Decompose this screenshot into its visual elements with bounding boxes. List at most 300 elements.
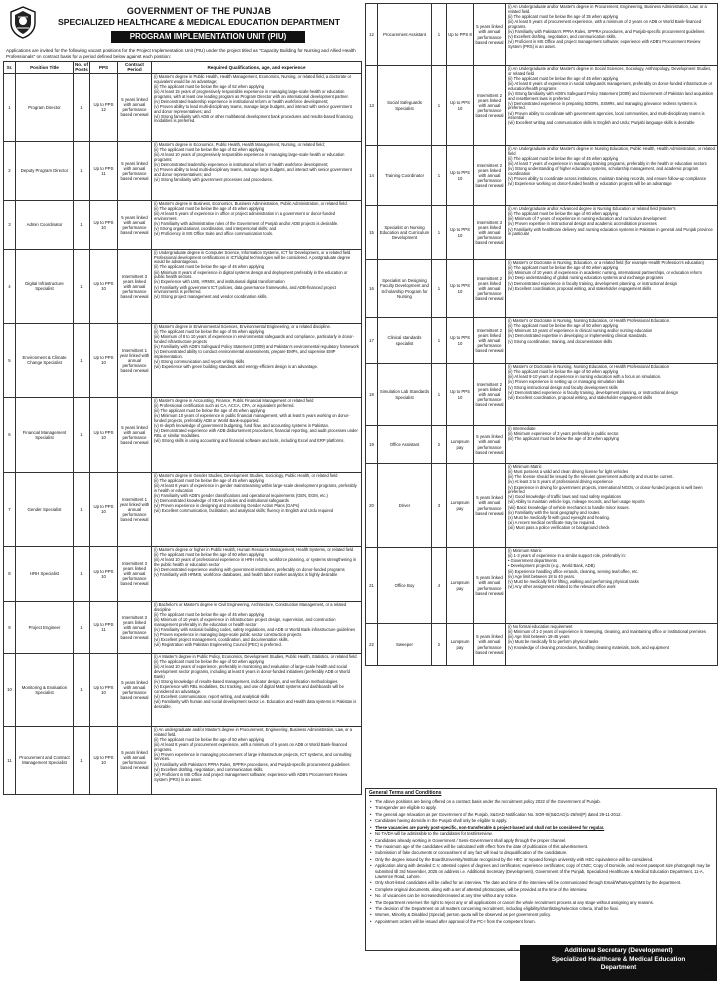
qualification-item: (iv) Familiarity with national building codes, safety regulations, and ADB or World Bank infrastructure guidelines bbox=[154, 626, 356, 632]
qualifications bbox=[152, 397, 362, 472]
serial-number: 5 bbox=[4, 323, 16, 397]
terms-item: • Transgender are eligible to apply. bbox=[369, 805, 713, 810]
qualification-item: (vi) Excellent communication, report writing, and analytical skills bbox=[154, 693, 270, 699]
contract-period: 5 years linked with annual performance based renewal bbox=[474, 426, 506, 464]
pps-grade: Up to PPS 10 bbox=[447, 146, 474, 206]
number-of-posts: 1 bbox=[74, 653, 90, 726]
qualifications bbox=[506, 624, 718, 666]
qualification-item: (ii) The applicant must be below the age of 50 when applying bbox=[508, 369, 619, 375]
table-row bbox=[4, 601, 362, 653]
table-row bbox=[366, 464, 718, 548]
qualification-item: (i) Master's degree in Public Health, Health Management, Economics, Nursing, or related field, a doctorate or equivalent would be an advantage; bbox=[154, 73, 352, 84]
qualification-item: (iv) Demonstrated expertise in developing or implementing clinical standards. bbox=[508, 333, 648, 339]
signature-block bbox=[520, 945, 717, 981]
terms-item: • Submission of fake documents or concealment of any fact will lead to disqualification of the candidature. bbox=[369, 850, 713, 855]
pps-grade: Up to PPS 10 bbox=[90, 249, 118, 323]
qualification-item: (i) Master's degree or higher in Public Health, Human Resource Management, Health Systems, or related field bbox=[154, 546, 354, 552]
qualification-item: (iv) Demonstrated leadership experience in institutional reform or health workforce development; bbox=[154, 98, 329, 104]
qualification-item: (iii) At least 10 years of progressively responsible experience in managing large-scale health or education programs; bbox=[154, 152, 345, 162]
number-of-posts: 1 bbox=[74, 249, 90, 323]
qualification-item: (ii) The applicant must be below the age of 62 when applying bbox=[154, 83, 265, 89]
qualification-item: (i) Minimum Matric bbox=[508, 464, 542, 469]
qualification-item: (v) Must be medically fit for lifting, walking and performing physical tasks bbox=[508, 578, 639, 584]
qualifications bbox=[152, 141, 362, 200]
number-of-posts: 1 bbox=[432, 318, 447, 364]
position-title: Office Boy bbox=[378, 548, 432, 624]
qualification-item: (iv) Familiarity with Pakistan's PPRA Rules, SPPRA procedures, and Punjab-specific procurement guidelines bbox=[508, 28, 705, 34]
signatory-department-line2: Department bbox=[600, 964, 637, 972]
position-title: Procurement Assistant bbox=[378, 4, 432, 66]
number-of-posts: 1 bbox=[74, 397, 90, 472]
qualification-item: (vi) Strong familiarity with government processes and procedures. bbox=[154, 176, 273, 182]
number-of-posts: 1 bbox=[74, 323, 90, 397]
serial-number: 16 bbox=[366, 260, 378, 318]
table-row bbox=[4, 200, 362, 249]
position-title: HRH Specialist bbox=[16, 546, 74, 601]
qualification-item: (i) An Undergraduate and/or Advanced degree in Nursing Education or related field (Master's bbox=[508, 206, 676, 211]
qualifications bbox=[152, 601, 362, 653]
qualification-item: (i) Master's degree in Economics, Public Health, Health Management, Nursing, or related field; bbox=[154, 141, 325, 147]
qualification-item: (vi) Any other assignment related to the relevant office work bbox=[508, 583, 616, 589]
position-title: Specialist on Designing Faculty Development and Scholarship Program for Nursing bbox=[378, 260, 432, 318]
position-title: Program Director bbox=[16, 73, 74, 141]
header bbox=[3, 3, 361, 61]
qualification-item: (iii) At least 10 years of professional experience in HRH reform, workforce planning, or systems strengthening in the public health or education sector bbox=[154, 557, 357, 567]
qualification-item: (i) An undergraduate and/or Master's degree in Procurement, Engineering, Business Administration, Law, or a related field. bbox=[154, 726, 353, 737]
qualification-item: (iii) Age limit between 18-45 years bbox=[508, 634, 570, 640]
pps-grade: Lumpsum pay bbox=[447, 548, 474, 624]
qualifications bbox=[506, 464, 718, 548]
qualification-item: (vi) Proven experience in designing and monitoring Gender Action Plans (GAPs) bbox=[154, 503, 300, 509]
qualification-item: (iii) At least 8 years of experience in social safeguards management, preferably on donor-funded infrastructure or education/health programs bbox=[508, 80, 713, 91]
qualification-item: (vi) Excellent project management, coordination, and documentation skills. bbox=[154, 636, 289, 642]
terms-item: • Complete original documents, along with a set of attested photocopies, will be provided at the time of the interview. bbox=[369, 887, 713, 892]
position-title: Social Safeguards Specialist bbox=[378, 66, 432, 146]
terms-title: General Terms and Conditions bbox=[369, 790, 442, 796]
position-title: Clinical standards specialist bbox=[378, 318, 432, 364]
qualification-item: (iv) Familiarity with ADB's Safeguard Policy Statement (2009) and Pakistan's environmental regulatory framework bbox=[154, 343, 359, 349]
qualifications bbox=[152, 73, 362, 141]
qualification-item: (iii) At least 8 years of procurement experience, with a minimum of 5 years on ADB or World Bank-financed programs. bbox=[154, 741, 348, 752]
qualification-item: (iii) Minimum of 10 years of experience in academic nursing, international partnerships, or education reform bbox=[508, 270, 702, 276]
qualifications bbox=[506, 146, 718, 206]
contract-period: Intermittent 2 years linked with annual performance based renewal bbox=[474, 146, 506, 206]
qualification-item: (iii) At least 5 years of procurement experience, with a minimum of 2 years on ADB or World Bank-financed programs. bbox=[508, 18, 702, 29]
pps-grade: Lumpsum pay bbox=[447, 464, 474, 548]
number-of-posts: 1 bbox=[74, 472, 90, 546]
qualification-item: (ii) Minimum experience of 3 years preferably in public sector. bbox=[508, 431, 620, 437]
department-title: SPECIALIZED HEALTHCARE & MEDICAL EDUCATION DEPARTMENT bbox=[57, 17, 340, 27]
qualification-item: (ii) The applicant must be below the age of 45 when applying bbox=[154, 611, 265, 617]
table-row bbox=[4, 141, 362, 200]
qualification-item: (iv) Proven experience in setting up or managing simulation labs bbox=[508, 379, 625, 385]
table-row bbox=[4, 653, 362, 726]
table-row bbox=[366, 548, 718, 624]
number-of-posts: 1 bbox=[432, 206, 447, 260]
qualification-item: (v) Demonstrated ability to conduct environmental assessments, prepare EMPs, and supervise EMP implementation. bbox=[154, 349, 336, 359]
table-row bbox=[366, 624, 718, 666]
qualification-item: (ii) The applicant must be below the age of 45 when applying bbox=[508, 75, 619, 81]
qualification-item: (ii) The applicant must be below the age of 45 when applying bbox=[154, 264, 265, 270]
qualification-item: (ii) The applicant must be below the age of 50 when applying bbox=[154, 736, 265, 742]
qualification-item: (iii) At least 8 years of experience in gender mainstreaming within large-scale development programs, preferably in health or education bbox=[154, 483, 357, 493]
contract-period: Intermittent 1 year linked with annual performance based renewal bbox=[118, 323, 152, 397]
pps-grade: Up to PPS 10 bbox=[90, 653, 118, 726]
qualification-item: (v) Knowledge of cleaning procedures, handling cleaning materials, tools, and equipment bbox=[508, 644, 669, 650]
table-row bbox=[4, 397, 362, 472]
positions-table-left bbox=[3, 61, 362, 795]
number-of-posts: 1 bbox=[432, 146, 447, 206]
serial-number: 12 bbox=[366, 4, 378, 66]
qualification-item: (ii) The applicant must be below the age of 55 when applying bbox=[154, 328, 265, 334]
government-seal-icon bbox=[8, 6, 38, 39]
pps-grade: Up to PPS 8 bbox=[447, 4, 474, 66]
intro-text: Applications are invited for the following vacant positions for the Project Implementation Unit (PIU) under the project titled as "Capacity Building for Nursing and Allied Health Professionals" on contract basis for a period defined below against each position: bbox=[6, 48, 356, 59]
qualification-item: (iv) Experience with LMS, HRMIS, and institutional digital transformation bbox=[154, 279, 285, 285]
qualification-item: (ii) The applicant must be below the age of 60 when applying bbox=[508, 265, 619, 271]
number-of-posts: 1 bbox=[74, 141, 90, 200]
qualification-item: (v) Demonstrated experience in preparing SDDRs, SSMRs, and managing grievance redress systems is preferred. bbox=[508, 100, 697, 111]
qualification-item: (xii) Must pass a police verification or background check bbox=[508, 525, 610, 531]
number-of-posts: 1 bbox=[432, 4, 447, 66]
qualification-item: (i) Master's or Doctorate in Nursing, Education, or a related field (for example Health Profession's education) bbox=[508, 260, 704, 265]
qualification-item: (ii) The applicant must be below the age of 60 when applying bbox=[154, 551, 265, 557]
terms-item: • The above positions are being offered on a contract basis under the recruitment policy 2022 of the Government of Punjab. bbox=[369, 799, 713, 804]
qualification-item: (v) In-depth knowledge of government budgeting, fund flow, and accounting systems in Pakistan. bbox=[154, 423, 329, 429]
terms-item: • Women, Minority & Disabled (Special) person quota will be observed as per government policy. bbox=[369, 912, 713, 917]
column-header: Sr. bbox=[4, 62, 16, 74]
qualification-item: (v) Familiarity with Pakistan's PPRA Rules, SPPRA procedures, and Punjab-specific procurement guidelines bbox=[154, 761, 350, 767]
qualification-item: (vi) Excellent drafting, negotiation, and communication skills. bbox=[154, 766, 264, 772]
position-title: Simulation Lab Standards Specialist bbox=[378, 364, 432, 426]
serial-number: 2 bbox=[4, 141, 16, 200]
position-title: Office Assistant bbox=[378, 426, 432, 464]
terms-list bbox=[369, 799, 713, 924]
serial-number: 21 bbox=[366, 548, 378, 624]
terms-item: • Application along with detailed C.V, attested copies of degrees and certificates; experience certificates; copy of CNIC; Copy of Domicile, and recent passport size photograph may be submitted till 3rd November, 2025 on address i.e. Additional Secretary (Development), Government of the Punjab, Specialized Healthcare & Medical Education Department, 11-A, Lawrence Road, Lahore. bbox=[369, 863, 713, 879]
qualifications bbox=[506, 66, 718, 146]
qualification-item: (vi) Demonstrated experience with ADB disbursement procedures, financial reporting, and audit processes under RBL or similar modalities. bbox=[154, 428, 358, 438]
qualification-item: (vii) Familiarity with human and social development sector i.e. Education and Health data systems in Pakistan is desirable. bbox=[154, 698, 357, 709]
qualification-item: (i) Minimum Matric bbox=[508, 548, 542, 553]
terms-item: • No TA/DA will be admissible to the candidates for test/interview. bbox=[369, 831, 713, 836]
table-row bbox=[366, 66, 718, 146]
qualification-item: (iv) Minimum 10 years of experience in public financial management, with at least 5 years working on donor-funded projects, preferably ADB or World Bank-supported. bbox=[154, 413, 350, 423]
terms-section bbox=[365, 788, 717, 951]
number-of-posts: 1 bbox=[74, 200, 90, 249]
signatory-title: Additional Secretary (Development) bbox=[564, 947, 673, 954]
qualifications bbox=[506, 260, 718, 318]
pps-grade: Lumpsum pay bbox=[447, 624, 474, 666]
table-row bbox=[4, 73, 362, 141]
number-of-posts: 1 bbox=[432, 364, 447, 426]
terms-item: • The general age relaxation as per Government of the Punjab, S&GAD Notification No. SOR-III(S&GAD)1-25/94(P) dated 29-11-2012. bbox=[369, 812, 713, 817]
column-header: No. of Posts bbox=[74, 62, 88, 73]
table-row bbox=[366, 206, 718, 260]
terms-item: • Candidates already working in Government / Semi-Government shall apply through the proper channel. bbox=[369, 838, 713, 843]
terms-item: • Candidates having domicile in the Punjab shall only be eligible to apply. bbox=[369, 818, 713, 823]
qualification-item: (iv) Proven expertise in instructional design and academic accreditation processes bbox=[508, 221, 657, 227]
position-title: Sweeper bbox=[378, 624, 432, 666]
qualification-item: (ii) The applicant must be below the age of 35 when applying bbox=[508, 13, 619, 19]
qualification-item: (v) Excellent drafting, negotiation, and communication skills. bbox=[508, 33, 617, 39]
qualification-item: • Development projects (e.g., World Bank, ADB) bbox=[508, 563, 595, 569]
position-title: Financial Management Specialist bbox=[16, 397, 74, 472]
pps-grade: Up to PPS 11 bbox=[90, 601, 118, 653]
number-of-posts: 1 bbox=[74, 601, 90, 653]
contract-period: 5 years linked with annual performance based renewal bbox=[118, 73, 152, 141]
contract-period: Intermittent 3 years linked with annual performance based renewal bbox=[474, 206, 506, 260]
pps-grade: Up to PPS 10 bbox=[447, 206, 474, 260]
number-of-posts: 1 bbox=[74, 73, 90, 141]
qualifications bbox=[506, 318, 718, 364]
terms-item: • The maximum age of the candidates will be calculated with effect from the date of publication of this advertisement. bbox=[369, 844, 713, 849]
qualification-item: (iv) Age limit between 18 to 40 years. bbox=[508, 573, 576, 579]
table-row bbox=[4, 472, 362, 546]
pps-grade: Up to PPS 11 bbox=[90, 141, 118, 200]
column-header: Contract Period bbox=[118, 62, 152, 74]
terms-item: • These vacancies are purely post-specific, non-transferable & project-based and shall not be considered for regular. bbox=[369, 825, 713, 830]
contract-period: 5 years linked with annual performance based renewal bbox=[118, 726, 152, 794]
qualification-item: (iv) Strong knowledge of results-based management, indicator design, and verification methodologies bbox=[154, 678, 338, 684]
ipl-code: IPL-5309 bbox=[689, 968, 714, 974]
qualification-item: (v) Proven ability to lead multi-disciplinary teams, manage large budgets, and interact with senior government and donor representatives; and bbox=[154, 103, 352, 114]
qualification-item: (ii) Minimum of 1-2 years of experience in Sweeping, cleaning, and maintaining office or institutional premises bbox=[508, 629, 706, 635]
qualification-item: (i) No formal education requirement bbox=[508, 624, 573, 629]
qualification-item: (iii) At least 5 years of experience in office or project administration in a government or donor-funded environment. bbox=[154, 211, 336, 221]
positions-table-right bbox=[365, 3, 718, 666]
column-header: Required Qualifications, age, and experience bbox=[152, 62, 362, 74]
table-row bbox=[4, 546, 362, 601]
qualifications bbox=[152, 472, 362, 546]
pps-grade: Up to PPS 10 bbox=[90, 323, 118, 397]
qualification-item: (iii) Minimum of 8 to 10 years of experience in environmental safeguards and compliance, particularly in donor-funded infrastructure projects bbox=[154, 334, 355, 344]
qualification-item: (i) Undergraduate degree in Computer Science, Information Systems, ICT for Development, or a related field. Professional development certifications in ICT/digital technologies will be considered. A postgraduate degree would be advantageous. bbox=[154, 249, 352, 265]
qualification-item: (ii) The applicant must be below the age of 50 when applying bbox=[154, 658, 265, 664]
column-header: Position Title bbox=[16, 62, 74, 74]
qualification-item: (iii) At least 15 years of progressively responsible experience in managing large-scale health or education programs, with at least one leading program as Program Director with an international development partner. bbox=[154, 88, 349, 99]
terms-item: • Appointment orders will be issued after approval of the PC-I from the competent forum. bbox=[369, 919, 713, 924]
contract-period: Intermittent 3 years linked with annual performance based renewal bbox=[118, 546, 152, 601]
contract-period: Intermittent 1 year linked with annual performance based renewal bbox=[118, 472, 152, 546]
terms-item: • The decision of the Department on all matters concerning recruitment, including eligibility/shortlisting/selection criteria, shall be final. bbox=[369, 906, 713, 911]
qualification-item: (vi) Experience working on donor-funded health or education projects will be an advantage bbox=[508, 181, 672, 187]
number-of-posts: 2 bbox=[432, 624, 447, 666]
qualification-item: (x) Must be medically fit with good eyesight and hearing. bbox=[508, 514, 610, 520]
table-row bbox=[366, 146, 718, 206]
pps-grade: Lumpsum pay bbox=[447, 426, 474, 464]
qualification-item: (v) Strong instructional design and faculty development skills bbox=[508, 384, 618, 390]
qualification-item: (ii) The applicant must be below the age of 50 when applying bbox=[508, 323, 619, 329]
qualification-item: (vii) Excellent writing and communication skills in English and Urdu; Punjabi language skills is desirable bbox=[508, 120, 695, 126]
table-row bbox=[366, 364, 718, 426]
position-title: Admin Coordinator bbox=[16, 200, 74, 249]
number-of-posts: 4 bbox=[432, 548, 447, 624]
qualification-item: (iii) Minimum of 7 years of experience in nursing education and curriculum development bbox=[508, 216, 667, 222]
qualifications bbox=[152, 200, 362, 249]
table-row bbox=[366, 318, 718, 364]
serial-number: 15 bbox=[366, 206, 378, 260]
qualification-item: (iv) Deep understanding of global nursing education systems and exchange programs bbox=[508, 275, 664, 281]
number-of-posts: 1 bbox=[74, 726, 90, 794]
serial-number: 22 bbox=[366, 624, 378, 666]
serial-number: 14 bbox=[366, 146, 378, 206]
qualifications bbox=[506, 548, 718, 624]
pps-grade: Up to PPS 10 bbox=[90, 546, 118, 601]
qualification-item: (vi) Strong project management and vendor coordination skills. bbox=[154, 294, 268, 300]
serial-number: 3 bbox=[4, 200, 16, 249]
qualification-item: (i) Bachelor's or Master's degree in Civil Engineering, Architecture, Construction Management, or a related discipline bbox=[154, 601, 347, 612]
serial-number: 1 bbox=[4, 73, 16, 141]
qualification-item: (v) Familiarity with HRMIS, workforce databases, and health labor market analytics is highly desirable bbox=[154, 572, 338, 578]
qualification-item: (ii) Professional certification such as CA, ACCA, CPA, or equivalent preferred. bbox=[154, 402, 295, 408]
pps-grade: Up to PPS 12 bbox=[90, 73, 118, 141]
qualification-item: (i) Master's degree in Accounting, Finance, Public Financial Management or related field bbox=[154, 397, 314, 403]
qualifications bbox=[152, 546, 362, 601]
qualification-item: (viii) Basic knowledge of vehicle mechanics to handle minor issues. bbox=[508, 504, 630, 510]
contract-period: 5 years linked with annual performance based renewal bbox=[118, 141, 152, 200]
qualifications bbox=[506, 364, 718, 426]
number-of-posts: 1 bbox=[432, 66, 447, 146]
qualification-item: (vi) Good knowledge of traffic laws and road safety regulations bbox=[508, 494, 622, 500]
qualification-item: (iv) Familiarity with administrative rules of the Government of Punjab and/or ADB projects is desirable. bbox=[154, 220, 339, 226]
qualification-item: (vii) Registration with Pakistan Engineering Council (PEC) is preferred. bbox=[154, 642, 282, 648]
table-row bbox=[4, 249, 362, 323]
qualification-item: (vii) Strong skills in using accounting and financial software and tools, including Excel and ERP platforms. bbox=[154, 438, 345, 444]
qualification-item: (iii) The applicant must be below the age of 45 when applying bbox=[154, 408, 265, 414]
qualifications bbox=[506, 4, 718, 66]
qualification-item: (i) Master's or Doctorate in Nursing, Nursing Education, or Health Professional Education. bbox=[508, 318, 671, 323]
column-header: PPS bbox=[90, 62, 118, 74]
qualification-item: (iii) The license should be issued by the relevant government authority and must be current. bbox=[508, 474, 674, 480]
position-title: Deputy Program Director bbox=[16, 141, 74, 200]
serial-number: 19 bbox=[366, 426, 378, 464]
contract-period: 5 years linked with annual performance based renewal bbox=[474, 624, 506, 666]
contract-period: Intermittent 3 years linked with annual performance based renewal bbox=[118, 601, 152, 653]
qualification-item: (iv) Strong familiarity with ADB's Safeguard Policy Statement (2009) and Government of Pakistan land acquisition and resettlement laws is preferred bbox=[508, 90, 714, 101]
qualification-item: (iv) Proven experience in managing procurement of large infrastructure projects, ICT systems, and consulting services. bbox=[154, 751, 352, 762]
qualification-item: (ii) 1-3 years of experience in a similar support role, preferably in: bbox=[508, 553, 626, 559]
serial-number: 18 bbox=[366, 364, 378, 426]
contract-period: Intermittent 2 years linked with annual performance based renewal bbox=[474, 318, 506, 364]
number-of-posts: 1 bbox=[74, 546, 90, 601]
position-title: Driver bbox=[378, 464, 432, 548]
qualification-item: (i) Master's or Doctorate in Nursing, Nursing Education, or Health Professional Education bbox=[508, 364, 669, 369]
table-header-row bbox=[4, 62, 362, 74]
number-of-posts: 3 bbox=[432, 464, 447, 548]
table-row bbox=[366, 4, 718, 66]
serial-number: 4 bbox=[4, 249, 16, 323]
qualification-item: (xi) A recent medical certificate may be required. bbox=[508, 519, 596, 525]
qualification-item: (vi) Proficient in MS Office and project management software; experience with ADB's Procurement Review System (PRS) is an asset. bbox=[508, 39, 701, 49]
position-title: Monitoring & Evaluation Specialist bbox=[16, 653, 74, 726]
qualification-item: (i) An Undergraduate and/or Master's degree in Procurement, Engineering, Business Administration, Law, or a related field. bbox=[508, 4, 707, 14]
qualification-item: (vi) Strong communication and report writing skills bbox=[154, 358, 245, 364]
qualification-item: (iv) Strong understanding of higher education systems, scholarship management, and academic program coordination bbox=[508, 166, 699, 176]
terms-item: • The Department reserves the right to reject any or all applications or cancel the whole recruitment process at any stage without assigning any reasons. bbox=[369, 900, 713, 905]
qualification-item: (ii) The applicant must be below the age of 45 when applying bbox=[154, 205, 265, 211]
pps-grade: Up to PPS 10 bbox=[447, 318, 474, 364]
qualification-item: (v) Demonstrated knowledge of SEAH policies and institutional safeguards bbox=[154, 498, 289, 504]
qualification-item: (i) An Undergraduate and/or Master's degree in Nursing Education, Public Health, Health Administration, or related field bbox=[508, 146, 715, 156]
qualification-item: (i) A Master's degree in Public Policy, Economics, Development Studies, Public Health, Statistics, or related field bbox=[154, 653, 357, 659]
qualification-item: (ii) The applicant must be below the age of 45 when applying bbox=[508, 155, 619, 161]
qualification-item: (ix) Familiarity with the local geography and routes. bbox=[508, 509, 601, 515]
serial-number: 20 bbox=[366, 464, 378, 548]
contract-period: 5 years linked with annual performance based renewal bbox=[474, 4, 506, 66]
qualification-item: (iv) Must be medically fit to perform physical tasks bbox=[508, 639, 599, 645]
contract-period: 5 years linked with annual performance based renewal bbox=[474, 548, 506, 624]
serial-number: 8 bbox=[4, 546, 16, 601]
contract-period: 5 years linked with annual performance based renewal bbox=[474, 464, 506, 548]
qualification-item: • Government departments bbox=[508, 558, 557, 564]
table-row bbox=[366, 426, 718, 464]
qualification-item: (i) Master's degree in Gender Studies, Development Studies, Sociology, Public Health, or related field bbox=[154, 472, 338, 478]
qualification-item: (iv) Demonstrated leadership experience in institutional reform or health workforce development; bbox=[154, 161, 329, 167]
qualification-item: (i) Intermediate bbox=[508, 426, 536, 431]
serial-number: 7 bbox=[4, 472, 16, 546]
qualification-item: (vii) Ability to maintain vehicle logs, mileage records, and fuel usage reports bbox=[508, 499, 645, 505]
serial-number: 6 bbox=[4, 397, 16, 472]
pps-grade: Up to PPS 10 bbox=[447, 364, 474, 426]
table-row bbox=[4, 726, 362, 794]
qualification-item: (iv) At least 3 to 5 years of professional driving experience bbox=[508, 479, 613, 485]
qualification-item: (vii) Experience with green building standards and energy-efficient design is an advantage. bbox=[154, 364, 319, 370]
qualification-item: (v) Proven ability to coordinate across institutions, maintain training records, and ensure follow-up compliance bbox=[508, 175, 707, 181]
qualification-item: (iii) At least 10 years of experience, preferably in monitoring and evaluation of large-scale health and social development sector programs, including at least 5 years in donor-funded initiatives (preferably ADB or World Bank) bbox=[154, 664, 350, 679]
qualification-item: (iv) Demonstrated experience working with government institutions, preferably on donor-funded programs bbox=[154, 566, 345, 572]
qualification-item: (iii) Minimum 8 years of experience in digital systems design and deployment preferably in the education or public health sectors. bbox=[154, 269, 348, 280]
number-of-posts: 2 bbox=[432, 426, 447, 464]
qualification-item: (vi) Demonstrated experience in faculty training, development planning, or instructional design bbox=[508, 389, 678, 395]
government-title: GOVERNMENT OF THE PUNJAB bbox=[126, 6, 272, 16]
qualification-item: (ii) The applicant must be below the age of 45 when applying bbox=[154, 477, 265, 483]
serial-number: 13 bbox=[366, 66, 378, 146]
terms-item: • Only short-listed candidates will be called for an interview. The date and time of the interview will be communicated through Email/WhatsApp/SMS by the department. bbox=[369, 880, 713, 885]
qualification-item: (vi) Proven ability to coordinate with government agencies, local communities, and multi-disciplinary teams is essential bbox=[508, 110, 705, 121]
qualification-item: (v) Strong organizational, coordination, and interpersonal skills; and bbox=[154, 226, 277, 232]
position-title: Gender Specialist bbox=[16, 472, 74, 546]
pps-grade: Up to PPS 10 bbox=[447, 66, 474, 146]
qualification-item: (v) Familiarity with government ICT policies, data governance frameworks, and ADB-financed project environments is preferred. bbox=[154, 284, 336, 295]
qualification-item: (v) Experience in driving for government projects, international NGOs, or donor-funded projects is well been preferred bbox=[508, 484, 703, 495]
contract-period: 5 years linked with annual performance based renewal bbox=[118, 653, 152, 726]
qualifications bbox=[152, 249, 362, 323]
qualifications bbox=[506, 206, 718, 260]
qualifications bbox=[152, 653, 362, 726]
qualification-item: (ii) Must possess a valid and clean driving license for light vehicles bbox=[508, 469, 629, 475]
pps-grade: Up to PPS 10 bbox=[90, 472, 118, 546]
position-title: Project Engineer bbox=[16, 601, 74, 653]
serial-number: 9 bbox=[4, 601, 16, 653]
qualification-item: (v) Experience with RBL modalities, DLI tracking, and use of digital M&E systems and dashboards will be considered an advantage. bbox=[154, 683, 344, 694]
qualification-item: (vii) Proficient in MS Office and project management software; experience with ADB's Procurement Review System (PRS) is an asset. bbox=[154, 771, 348, 782]
qualification-item: (vii) Excellent coordination, proposal writing, and stakeholder engagement skills bbox=[508, 394, 653, 400]
qualification-item: (i) Master's degree in Environmental Sciences, Environmental Engineering, or a related discipline. bbox=[154, 323, 331, 329]
qualification-item: (v) Familiarity with healthcare delivery and nursing education systems in Pakistan in general and Punjab province in particular bbox=[508, 226, 713, 237]
qualification-item: (v) Demonstrated experience in faculty training, development planning, or instructional design bbox=[508, 280, 678, 286]
qualifications bbox=[152, 726, 362, 794]
qualifications bbox=[506, 426, 718, 464]
position-title: Training Coordinator bbox=[378, 146, 432, 206]
qualification-item: (v) Strong coordination, training, and documentation skills bbox=[508, 338, 613, 344]
qualification-item: (iv) Familiarity with ADB's gender classifications and operational requirements (GEN, EGM, etc.) bbox=[154, 492, 328, 498]
contract-period: 5 years linked with annual performance based renewal bbox=[118, 397, 152, 472]
terms-item: • Only the degree issued by the Board/University/Institute recognized by the HEC or reputed foreign university with HEC equivalence will be considered. bbox=[369, 857, 713, 862]
qualification-item: (iii) The applicant must be below the age of 30 when applying bbox=[508, 436, 619, 442]
position-title: Specialist on Nursing Education and Curriculum Development bbox=[378, 206, 432, 260]
number-of-posts: 1 bbox=[432, 260, 447, 318]
